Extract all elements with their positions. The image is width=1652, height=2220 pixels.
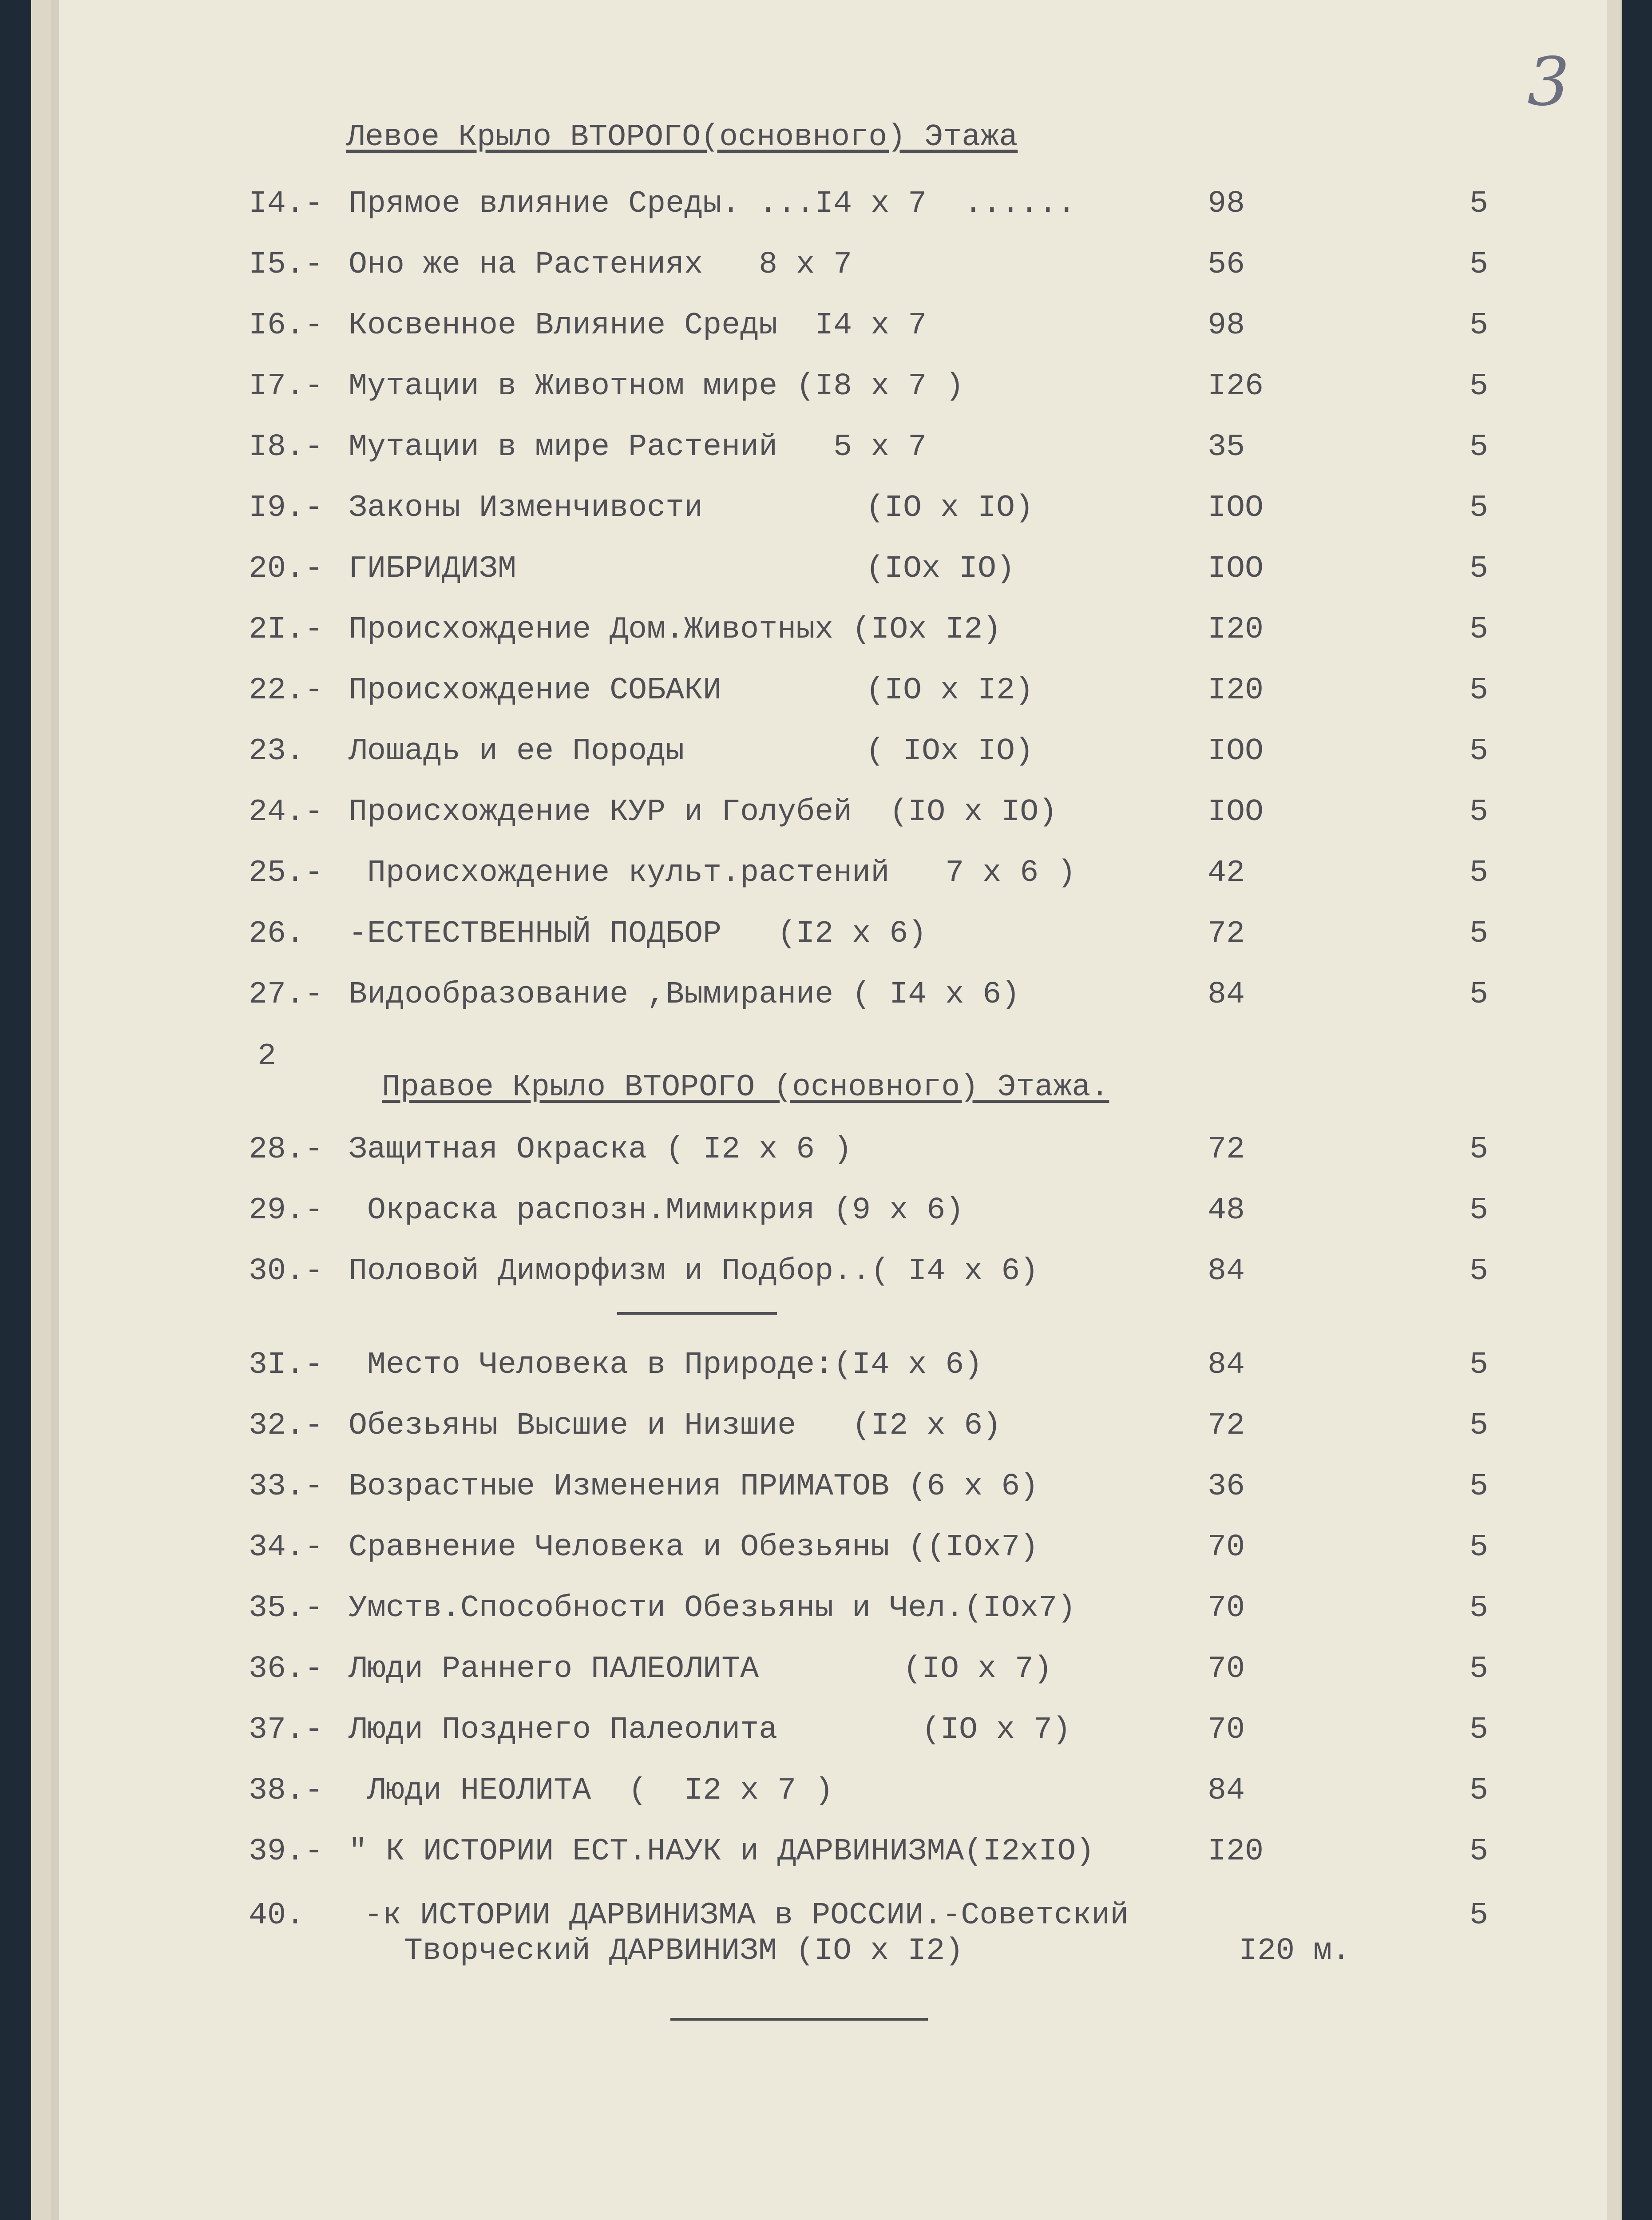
list-item <box>0 1769 1652 1813</box>
item-quantity: 70 <box>1208 1652 1245 1687</box>
item-number: 26. <box>249 916 305 951</box>
item-number: 33.- <box>249 1469 324 1504</box>
item-quantity: 84 <box>1208 1254 1245 1289</box>
item-title: Происхождение Дом.Животных (IOx I2) <box>349 612 1002 647</box>
list-item <box>0 851 1652 896</box>
item-number: I6.- <box>249 308 324 343</box>
list-item <box>0 1526 1652 1570</box>
item-title: Мутации в мире Растений 5 x 7 <box>349 430 927 465</box>
list-item <box>0 669 1652 713</box>
item-title: ГИБРИДИЗМ <box>349 551 517 587</box>
item-title: Прямое влияние Среды. ...I4 x 7 ...... <box>349 186 1076 222</box>
item-title: Сравнение Человека и Обезьяны ((IOx7) <box>349 1530 1039 1565</box>
item-title: Обезьяны Высшие и Низшие (I2 x 6) <box>349 1408 1002 1443</box>
item-title: Половой Диморфизм и Подбор..( I4 x 6) <box>349 1254 1039 1289</box>
end-divider <box>670 2018 928 2021</box>
list-item <box>0 1708 1652 1752</box>
item-number: 37.- <box>249 1713 324 1748</box>
item-size: ( IOx IO) <box>866 734 1034 769</box>
item-number: I8.- <box>249 430 324 465</box>
item-quantity: 70 <box>1208 1591 1245 1626</box>
item-count: 5 <box>1470 1713 1489 1748</box>
item-count: 5 <box>1470 1652 1489 1687</box>
item-quantity: 98 <box>1208 186 1245 222</box>
item-number: 2I.- <box>249 612 324 647</box>
item-number: 20.- <box>249 551 324 587</box>
item-title: Оно же на Растениях 8 x 7 <box>349 247 852 282</box>
item-quantity: 72 <box>1208 1408 1245 1443</box>
item-number: 36.- <box>249 1652 324 1687</box>
item-count: 5 <box>1470 308 1489 343</box>
list-item <box>0 547 1652 591</box>
item-title: Косвенное Влияние Среды I4 x 7 <box>349 308 927 343</box>
item-count: 5 <box>1470 673 1489 708</box>
marginal-number: 2 <box>258 1039 277 1074</box>
item-title: -ЕСТЕСТВЕННЫЙ ПОДБОР (I2 x 6) <box>349 916 927 951</box>
item-quantity: 72 <box>1208 1132 1245 1167</box>
list-item <box>0 182 1652 226</box>
item-title: Люди НЕОЛИТА ( I2 x 7 ) <box>349 1773 834 1808</box>
item-title: Лошадь и ее Породы <box>349 734 685 769</box>
item-title: Умств.Способности Обезьяны и Чел.(IOx7) <box>349 1591 1076 1626</box>
left-wing-heading: Левое Крыло ВТОРОГО(основного) Этажа <box>346 120 1018 155</box>
item-number: 38.- <box>249 1773 324 1808</box>
item-title: Окраска распозн.Мимикрия (9 x 6) <box>349 1193 964 1228</box>
item-quantity: I20 <box>1208 673 1264 708</box>
item-number: I7.- <box>249 369 324 404</box>
item-size: (IOx IO) <box>866 551 1015 587</box>
item-quantity: IOO <box>1208 795 1264 830</box>
item-number: 27.- <box>249 977 324 1012</box>
item-size: (IO x I2) <box>866 673 1034 708</box>
item-number: 30.- <box>249 1254 324 1289</box>
item-number: 28.- <box>249 1132 324 1167</box>
item-count: 5 <box>1470 247 1489 282</box>
item-count: 5 <box>1470 916 1489 951</box>
item-title: Законы Изменчивости <box>349 491 703 526</box>
list-item <box>0 304 1652 348</box>
item-count: 5 <box>1470 1348 1489 1383</box>
item-number: 23. <box>249 734 305 769</box>
item-count: 5 <box>1470 551 1489 587</box>
item-title: Видообразование ,Вымирание ( I4 x 6) <box>349 977 1020 1012</box>
item-title: Происхождение СОБАКИ <box>349 673 722 708</box>
item-title: Происхождение культ.растений 7 x 6 ) <box>349 856 1076 891</box>
item-number: 40. <box>249 1898 305 1933</box>
item-count: 5 <box>1470 1773 1489 1808</box>
list-item <box>0 1404 1652 1448</box>
item-title: Защитная Окраска ( I2 x 6 ) <box>349 1132 852 1167</box>
item-title-line2: Творческий ДАРВИНИЗМ (IO x I2) <box>404 1934 964 1969</box>
item-number: 39.- <box>249 1834 324 1869</box>
handwritten-page-number: 3 <box>1527 44 1570 121</box>
item-quantity: 48 <box>1208 1193 1245 1228</box>
item-count: 5 <box>1470 1193 1489 1228</box>
item-number: I4.- <box>249 186 324 222</box>
item-quantity: 56 <box>1208 247 1245 282</box>
item-quantity: 98 <box>1208 308 1245 343</box>
item-count: 5 <box>1470 1530 1489 1565</box>
item-count: 5 <box>1470 491 1489 526</box>
list-item-40-continued <box>0 1929 1652 1974</box>
item-title: Люди Раннего ПАЛЕОЛИТА <box>349 1652 759 1687</box>
list-item <box>0 790 1652 835</box>
item-title: Люди Позднего Палеолита <box>349 1713 778 1748</box>
item-count: 5 <box>1470 430 1489 465</box>
list-item <box>0 486 1652 531</box>
item-quantity: 36 <box>1208 1469 1245 1504</box>
item-count: 5 <box>1470 369 1489 404</box>
item-count: 5 <box>1470 977 1489 1012</box>
item-quantity: I20 <box>1208 612 1264 647</box>
list-item <box>0 1189 1652 1233</box>
item-size: (IO x IO) <box>866 491 1034 526</box>
list-item <box>0 1830 1652 1874</box>
list-item <box>0 1647 1652 1692</box>
right-wing-heading: Правое Крыло ВТОРОГО (основного) Этажа. <box>382 1070 1109 1105</box>
item-title: Возрастные Изменения ПРИМАТОВ (6 x 6) <box>349 1469 1039 1504</box>
item-quantity: I20 м. <box>1239 1934 1351 1969</box>
item-quantity: IOO <box>1208 491 1264 526</box>
item-count: 5 <box>1470 186 1489 222</box>
item-title: Мутации в Животном мире (I8 x 7 ) <box>349 369 964 404</box>
list-item <box>0 1128 1652 1172</box>
list-item <box>0 973 1652 1017</box>
item-number: 22.- <box>249 673 324 708</box>
list-item <box>0 608 1652 652</box>
item-quantity: IOO <box>1208 551 1264 587</box>
item-number: 25.- <box>249 856 324 891</box>
item-quantity: IOO <box>1208 734 1264 769</box>
item-title-line1: -к ИСТОРИИ ДАРВИНИЗМА в РОССИИ.-Советский <box>364 1898 1129 1933</box>
item-quantity: 84 <box>1208 1773 1245 1808</box>
item-size: (IO x 7) <box>866 1713 1071 1748</box>
item-quantity: 84 <box>1208 977 1245 1012</box>
item-count: 5 <box>1470 795 1489 830</box>
section-divider <box>617 1312 777 1315</box>
item-number: 29.- <box>249 1193 324 1228</box>
item-size: (IO x 7) <box>866 1652 1053 1687</box>
list-item <box>0 1343 1652 1388</box>
list-item <box>0 243 1652 287</box>
item-quantity: 70 <box>1208 1713 1245 1748</box>
item-count: 5 <box>1470 1132 1489 1167</box>
list-item <box>0 1249 1652 1294</box>
list-item <box>0 425 1652 470</box>
item-number: 35.- <box>249 1591 324 1626</box>
item-title: Происхождение КУР и Голубей (IO x IO) <box>349 795 1058 830</box>
list-item <box>0 912 1652 956</box>
list-item <box>0 365 1652 409</box>
item-count: 5 <box>1470 1591 1489 1626</box>
item-number: I5.- <box>249 247 324 282</box>
item-quantity: 72 <box>1208 916 1245 951</box>
item-number: I9.- <box>249 491 324 526</box>
item-number: 32.- <box>249 1408 324 1443</box>
item-quantity: 42 <box>1208 856 1245 891</box>
item-count: 5 <box>1470 1898 1489 1933</box>
item-count: 5 <box>1470 734 1489 769</box>
item-number: 3I.- <box>249 1348 324 1383</box>
item-number: 34.- <box>249 1530 324 1565</box>
item-quantity: 84 <box>1208 1348 1245 1383</box>
item-count: 5 <box>1470 1834 1489 1869</box>
item-count: 5 <box>1470 612 1489 647</box>
item-title: Место Человека в Природе:(I4 x 6) <box>349 1348 983 1383</box>
item-quantity: 70 <box>1208 1530 1245 1565</box>
item-quantity: I26 <box>1208 369 1264 404</box>
item-count: 5 <box>1470 1469 1489 1504</box>
item-quantity: I20 <box>1208 1834 1264 1869</box>
list-item <box>0 1465 1652 1509</box>
item-count: 5 <box>1470 1254 1489 1289</box>
list-item <box>0 1586 1652 1631</box>
list-item <box>0 729 1652 774</box>
item-count: 5 <box>1470 1408 1489 1443</box>
item-quantity: 35 <box>1208 430 1245 465</box>
item-number: 24.- <box>249 795 324 830</box>
item-count: 5 <box>1470 856 1489 891</box>
item-title: " К ИСТОРИИ ЕСТ.НАУК и ДАРВИНИЗМА(I2xIO) <box>349 1834 1095 1869</box>
